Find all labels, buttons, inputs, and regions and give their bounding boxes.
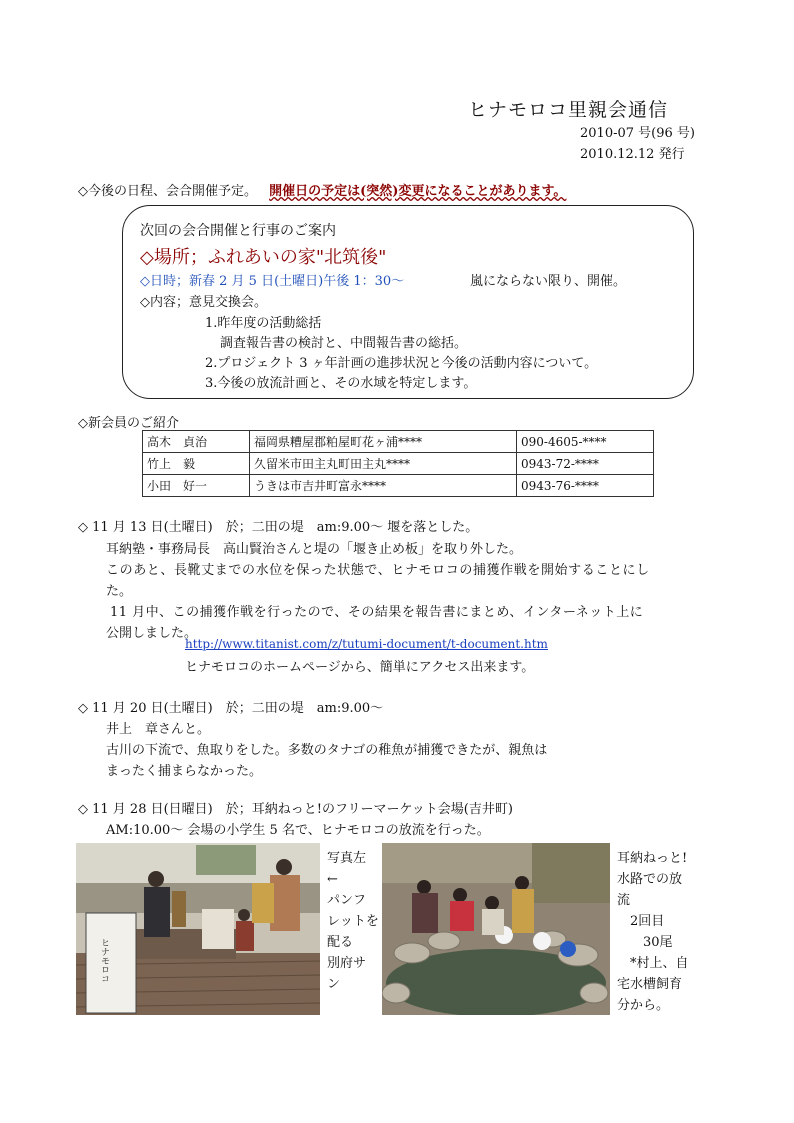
event1-line5: 公開しました。 [106, 626, 198, 641]
event3-heading: ◇ 11 月 28 日(日曜日) 於；耳納ねっと!のフリーマーケット会場(吉井町) [78, 802, 513, 817]
report-link[interactable]: http://www.titanist.com/z/tutumi-document/t-document.htm [185, 637, 548, 651]
meeting-datetime: ◇日時；新春 2 月 5 日(土曜日)午後 1：30～ [140, 274, 405, 289]
caption-line: 別府サ [327, 956, 367, 971]
photo-right-caption [617, 848, 689, 1016]
event1-line2: このあと、長靴丈までの水位を保った状態で、ヒナモロコの捕獲作戦を開始することにし [106, 563, 650, 578]
issue-number: 2010-07 号(96 号) [580, 126, 695, 141]
caption-line: 宅水槽飼育 [617, 977, 683, 992]
meeting-item-3: 3.今後の放流計画と、その水域を特定します。 [205, 376, 477, 391]
event1-line3: た。 [106, 584, 133, 599]
table-row [143, 475, 654, 497]
publish-date: 2010.12.12 発行 [580, 147, 685, 162]
caption-line: 水路での放 [617, 872, 683, 887]
caption-line: 分から。 [617, 998, 670, 1013]
schedule-heading [78, 180, 566, 199]
caption-line: ← [327, 872, 338, 887]
caption-line: 耳納ねっと! [617, 851, 688, 866]
member-name: 小田 好一 [143, 475, 250, 497]
caption-line: *村上、自 [617, 956, 689, 971]
caption-line: レットを [327, 914, 379, 929]
meeting-item-1: 1.昨年度の活動総括 [205, 316, 322, 331]
member-address: うきは市吉井町富永**** [250, 475, 517, 497]
member-phone: 0943-76-**** [517, 475, 654, 497]
event1-link-note: ヒナモロコのホームページから、簡単にアクセス出来ます。 [185, 660, 535, 675]
members-heading: ◇新会員のご紹介 [78, 416, 179, 431]
member-name: 竹上 毅 [143, 453, 250, 475]
sign-text: ヒナモロコ [99, 938, 109, 983]
schedule-heading-text: ◇今後の日程、会合開催予定。 [78, 184, 257, 199]
newsletter-title: ヒナモロコ里親会通信 [468, 99, 669, 121]
caption-line: ン [327, 977, 341, 992]
photo-pamphlet-distribution [76, 843, 320, 1015]
photo-waterway-release [382, 843, 610, 1015]
meeting-place: ◇場所；ふれあいの家"北筑後" [140, 247, 387, 268]
event2-line3: まったく捕まらなかった。 [106, 764, 263, 779]
members-table [142, 430, 654, 497]
event1-heading: ◇ 11 月 13 日(土曜日) 於；二田の堤 am:9.00～ 堰を落とした。 [78, 520, 479, 535]
caption-line: パンフ [327, 893, 367, 908]
schedule-warning: 開催日の予定は(突然)変更になることがあります。 [269, 184, 567, 199]
member-name: 高木 貞治 [143, 431, 250, 453]
meeting-content: ◇内容；意見交換会。 [140, 295, 267, 310]
event2-heading: ◇ 11 月 20 日(土曜日) 於；二田の堤 am:9.00～ [78, 701, 384, 716]
meeting-title: 次回の会合開催と行事のご案内 [140, 223, 336, 239]
event2-line1: 井上 章さんと。 [106, 722, 211, 737]
meeting-item-1-sub: 調査報告書の検討と、中間報告書の総括。 [220, 336, 468, 351]
caption-line: 配る [327, 935, 354, 950]
caption-line: 流 [617, 893, 631, 908]
member-phone: 090-4605-**** [517, 431, 654, 453]
table-row [143, 431, 654, 453]
meeting-item-2: 2.プロジェクト 3 ヶ年計画の進捗状況と今後の活動内容について。 [205, 356, 598, 371]
member-address: 久留米市田主丸町田主丸**** [250, 453, 517, 475]
event3-line1: AM:10.00～ 会場の小学生 5 名で、ヒナモロコの放流を行った。 [106, 823, 490, 838]
caption-line: 写真左 [327, 851, 367, 866]
event2-line2: 古川の下流で、魚取りをした。多数のタナゴの稚魚が捕獲できたが、親魚は [106, 743, 548, 758]
caption-line: 30尾 [617, 935, 673, 950]
table-row [143, 453, 654, 475]
event1-line4: 11 月中、この捕獲作戦を行ったので、その結果を報告書にまとめ、インターネット上に [110, 605, 644, 620]
caption-line: 2回目 [617, 914, 665, 929]
event1-line1: 耳納塾・事務局長 高山賢治さんと堤の「堰き止め板」を取り外した。 [106, 542, 523, 557]
member-phone: 0943-72-**** [517, 453, 654, 475]
member-address: 福岡県糟屋郡粕屋町花ヶ浦**** [250, 431, 517, 453]
meeting-weather-note: 嵐にならない限り、開催。 [470, 274, 627, 289]
photo-left-caption [327, 848, 379, 995]
